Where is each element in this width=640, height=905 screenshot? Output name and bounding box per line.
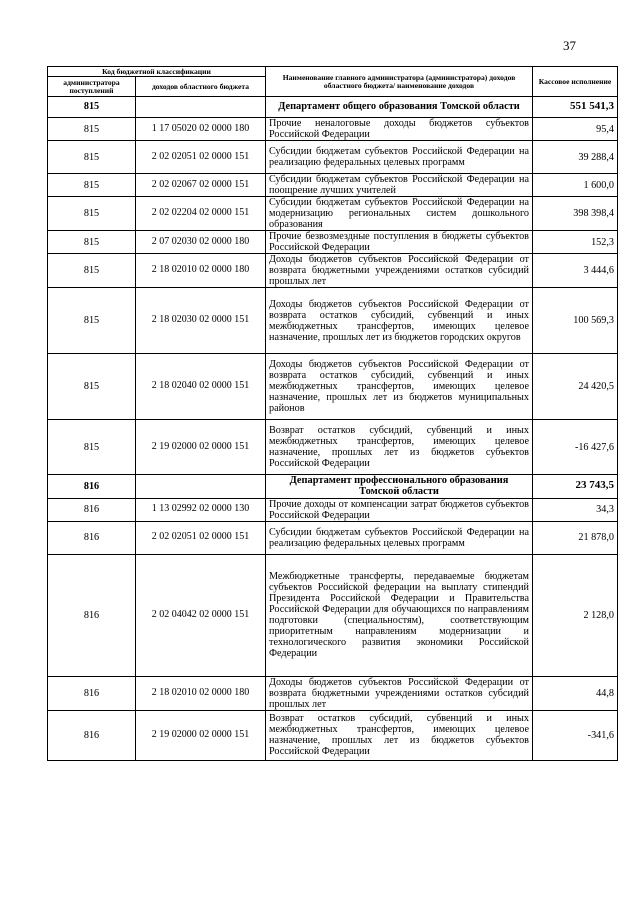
department-row: [48, 475, 618, 498]
income-name-cell: Департамент общего образования Томской области: [266, 97, 533, 118]
income-code-cell: 2 07 02030 02 0000 180: [136, 231, 266, 254]
income-name-cell: Субсидии бюджетам субъектов Российской Федерации на реализацию федеральных целевых программ: [266, 521, 533, 554]
income-name-cell: Доходы бюджетов субъектов Российской Федерации от возврата бюджетными учреждениями остатков субсидий прошлых лет: [266, 676, 533, 710]
amount-column-header: Кассовое исполнение: [533, 67, 618, 97]
admin-code-cell: 816: [48, 498, 136, 521]
income-code-cell: 2 02 02051 02 0000 151: [136, 521, 266, 554]
amount-cell: 152,3: [533, 231, 618, 254]
income-code-cell: 2 02 04042 02 0000 151: [136, 554, 266, 676]
income-code-cell: 2 02 02067 02 0000 151: [136, 174, 266, 197]
income-name-cell: Субсидии бюджетам субъектов Российской Федерации на поощрение лучших учителей: [266, 174, 533, 197]
amount-cell: 100 569,3: [533, 288, 618, 354]
income-code-cell: 2 02 02204 02 0000 151: [136, 197, 266, 231]
table-row: [48, 254, 618, 288]
income-code-cell: 2 18 02010 02 0000 180: [136, 254, 266, 288]
income-name-cell: Прочие неналоговые доходы бюджетов субъектов Российской Федерации: [266, 118, 533, 141]
income-code-column-header: доходов областного бюджета: [136, 77, 266, 97]
income-code-cell: 2 18 02030 02 0000 151: [136, 288, 266, 354]
amount-cell: 3 444,6: [533, 254, 618, 288]
amount-cell: 24 420,5: [533, 354, 618, 420]
income-code-cell: [136, 97, 266, 118]
income-name-cell: Доходы бюджетов субъектов Российской Федерации от возврата бюджетными учреждениями остатков субсидий прошлых лет: [266, 254, 533, 288]
budget-table: [47, 66, 618, 761]
admin-code-cell: 815: [48, 254, 136, 288]
income-code-cell: 2 02 02051 02 0000 151: [136, 141, 266, 174]
income-name-cell: Возврат остатков субсидий, субвенций и иных межбюджетных трансфертов, имеющих целевое назначение, прошлых лет из бюджетов субъектов Российской Федерации: [266, 710, 533, 760]
table-row: [48, 197, 618, 231]
admin-code-cell: 815: [48, 354, 136, 420]
admin-code-cell: 816: [48, 475, 136, 498]
admin-column-header: администратора поступлений: [48, 77, 136, 97]
table-row: [48, 288, 618, 354]
amount-cell: 21 878,0: [533, 521, 618, 554]
income-name-cell: Субсидии бюджетам субъектов Российской Федерации на реализацию федеральных целевых программ: [266, 141, 533, 174]
income-code-cell: 2 18 02010 02 0000 180: [136, 676, 266, 710]
income-name-cell: Доходы бюджетов субъектов Российской Федерации от возврата остатков субсидий, субвенций и иных межбюджетных трансфертов, имеющих целевое назначение, прошлых лет из бюджетов муниципальных районов: [266, 354, 533, 420]
table-row: [48, 354, 618, 420]
admin-code-cell: 816: [48, 676, 136, 710]
table-row: [48, 710, 618, 760]
income-name-cell: Прочие доходы от компенсации затрат бюджетов субъектов Российской Федерации: [266, 498, 533, 521]
name-column-header: Наименование главного администратора (администратора) доходов областного бюджета/ наименование доходов: [266, 67, 533, 97]
amount-cell: 2 128,0: [533, 554, 618, 676]
income-code-cell: 1 17 05020 02 0000 180: [136, 118, 266, 141]
amount-cell: 1 600,0: [533, 174, 618, 197]
admin-code-cell: 815: [48, 141, 136, 174]
amount-cell: 551 541,3: [533, 97, 618, 118]
amount-cell: 23 743,5: [533, 475, 618, 498]
admin-code-cell: 815: [48, 97, 136, 118]
income-name-cell: Межбюджетные трансферты, передаваемые бюджетам субъектов Российской федерации на выплату стипендий Президента Российской Федерации и Правительства Российской Федерации для обучающихся по направлениям подготовки (специальностям), соответствующим приоритетным направлениям модернизации и технологического развития экономики Российской Федерации: [266, 554, 533, 676]
table-row: [48, 498, 618, 521]
amount-cell: 95,4: [533, 118, 618, 141]
admin-code-cell: 816: [48, 521, 136, 554]
table-row: [48, 174, 618, 197]
admin-code-cell: 816: [48, 710, 136, 760]
table-row: [48, 554, 618, 676]
income-code-cell: [136, 475, 266, 498]
admin-code-cell: 815: [48, 231, 136, 254]
admin-code-cell: 815: [48, 197, 136, 231]
admin-code-cell: 816: [48, 554, 136, 676]
income-name-cell: Департамент профессионального образования Томской области: [266, 475, 533, 498]
income-code-cell: 1 13 02992 02 0000 130: [136, 498, 266, 521]
amount-cell: 44,8: [533, 676, 618, 710]
table-row: [48, 676, 618, 710]
income-name-cell: Возврат остатков субсидий, субвенций и иных межбюджетных трансфертов, имеющих целевое назначение, прошлых лет из бюджетов субъектов Российской Федерации: [266, 420, 533, 475]
amount-cell: 398 398,4: [533, 197, 618, 231]
classification-code-header: Код бюджетной классификации: [48, 67, 266, 77]
amount-cell: -341,6: [533, 710, 618, 760]
table-row: [48, 231, 618, 254]
amount-cell: -16 427,6: [533, 420, 618, 475]
page-number: 37: [563, 38, 576, 53]
income-code-cell: 2 18 02040 02 0000 151: [136, 354, 266, 420]
department-row: [48, 97, 618, 118]
amount-cell: 39 288,4: [533, 141, 618, 174]
admin-code-cell: 815: [48, 420, 136, 475]
table-row: [48, 420, 618, 475]
admin-code-cell: 815: [48, 118, 136, 141]
income-name-cell: Доходы бюджетов субъектов Российской Федерации от возврата остатков субсидий, субвенций и иных межбюджетных трансфертов, имеющих целевое назначение, прошлых лет из бюджетов городских округов: [266, 288, 533, 354]
income-code-cell: 2 19 02000 02 0000 151: [136, 710, 266, 760]
admin-code-cell: 815: [48, 288, 136, 354]
amount-cell: 34,3: [533, 498, 618, 521]
table-header: [48, 67, 618, 97]
table-row: [48, 141, 618, 174]
table-row: [48, 521, 618, 554]
table-row: [48, 118, 618, 141]
income-code-cell: 2 19 02000 02 0000 151: [136, 420, 266, 475]
income-name-cell: Субсидии бюджетам субъектов Российской Федерации на модернизацию региональных систем дошкольного образования: [266, 197, 533, 231]
admin-code-cell: 815: [48, 174, 136, 197]
table-body: [48, 97, 618, 761]
income-name-cell: Прочие безвозмездные поступления в бюджеты субъектов Российской Федерации: [266, 231, 533, 254]
